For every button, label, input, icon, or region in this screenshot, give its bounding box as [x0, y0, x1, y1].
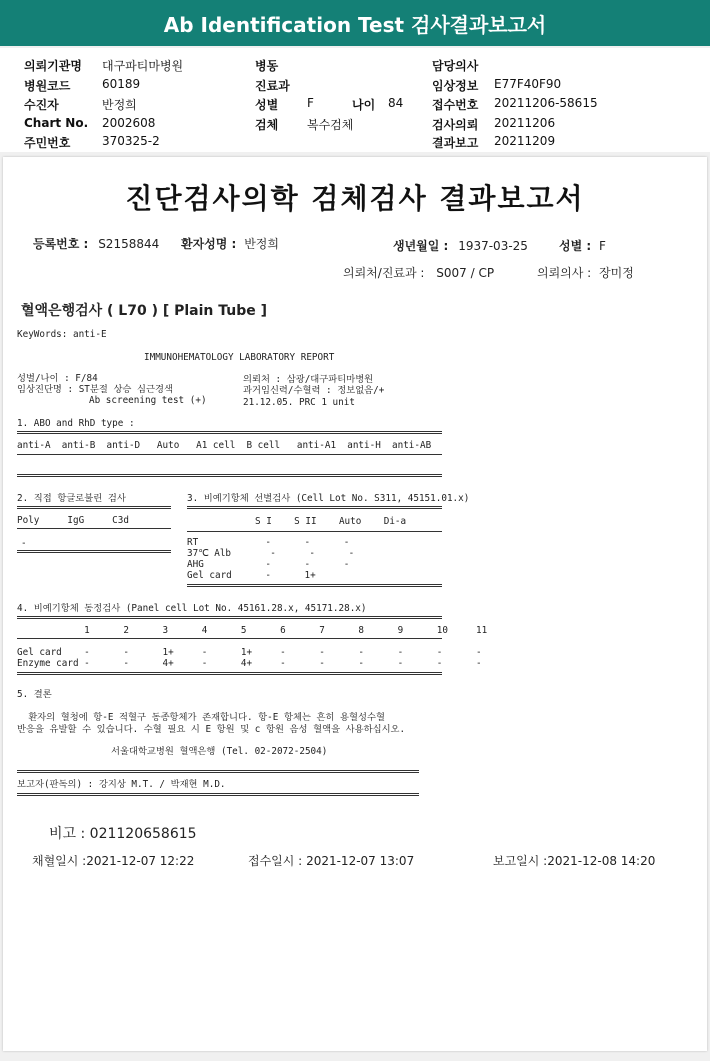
sex-age: 성별/나이 : F/84 [17, 373, 98, 384]
reg-no [33, 235, 159, 252]
note-label: 비고 : [49, 826, 86, 842]
section-title: 혈액은행검사 ( L70 ) [ Plain Tube ] [21, 303, 268, 319]
dob [393, 237, 528, 254]
patient-name [181, 235, 279, 252]
banner-title: Ab Identification Test 검사결과보고서 [0, 0, 710, 46]
s1-header: anti-A anti-B anti-D Auto A1 cell B cell anti-A1 anti-H anti-AB [17, 440, 432, 451]
s4-rule-top [17, 616, 442, 619]
test-req-label: 검사의뢰 [432, 118, 479, 132]
collect-time [32, 852, 194, 869]
s1-title: 1. ABO and RhD type : [17, 418, 135, 429]
report-doc [537, 264, 634, 281]
s3-rule-bottom [187, 584, 442, 587]
note [49, 823, 197, 843]
s1-rule-mid [17, 454, 442, 455]
s2-rule-bottom [17, 550, 171, 553]
ref-3: 21.12.05. PRC 1 unit [243, 397, 355, 408]
report-value: 2021-12-08 14:20 [547, 854, 656, 868]
receipt-value: 2021-12-07 13:07 [306, 854, 415, 868]
report-sex-value: F [599, 239, 606, 253]
dept-label: 진료과 [255, 79, 290, 93]
hospital-line: 서울대학교병원 혈액은행 (Tel. 02-2072-2504) [111, 746, 328, 757]
s4-row-gel: Gel card - - 1+ - 1+ - - - - - - [17, 647, 482, 658]
s3-row-alb: 37℃ Alb - - - [187, 548, 355, 559]
receipt-label: 접수일시 : [248, 854, 303, 868]
report-label: 보고일시 : [493, 854, 548, 868]
pname-label: 환자성명 : [181, 237, 237, 251]
s3-rule-top [187, 506, 442, 509]
report-dept-label: 의뢰처/진료과 : [343, 266, 425, 280]
keywords: KeyWords: anti-E [17, 329, 107, 340]
doctor-label: 담당의사 [432, 59, 479, 73]
reg-value: S2158844 [98, 237, 160, 251]
s2-rule-top [17, 506, 171, 509]
s1-rule-top [17, 431, 442, 434]
lab-title: IMMUNOHEMATOLOGY LABORATORY REPORT [144, 352, 335, 363]
dob-value: 1937-03-25 [458, 239, 528, 253]
pname-value: 반정희 [244, 237, 279, 251]
reporter: 보고자(판독의) : 강지상 M.T. / 박재현 M.D. [17, 779, 226, 790]
specimen-label: 검체 [255, 118, 279, 132]
age-value: 84 [388, 96, 404, 110]
s5-title: 5. 결론 [17, 689, 52, 700]
chart-value: 2002608 [102, 116, 156, 130]
reg-label: 등록번호 : [33, 237, 89, 251]
s2-title: 2. 직접 항글로불린 검사 [17, 493, 126, 504]
hospital-value: 대구파티마병원 [102, 59, 184, 73]
report-doc-value: 장미정 [599, 266, 634, 280]
s4-rule-mid [17, 638, 442, 639]
s5-text-1: 환자의 혈청에 항-E 적혈구 동종항체가 존재합니다. 항-E 항체는 흔히 용혈성수혈 [17, 712, 385, 723]
test-req-value: 20211206 [494, 116, 556, 130]
receipt-no-label: 접수번호 [432, 98, 479, 112]
clinical-value: E77F40F90 [494, 77, 562, 91]
report-dept [343, 264, 494, 281]
s3-row-gel: Gel card - 1+ [187, 570, 316, 581]
ref-1: 의뢰처 : 삼광/대구파티마병원 [243, 374, 374, 385]
report-sex-label: 성별 : [559, 239, 592, 253]
s1-rule-bottom [17, 474, 442, 477]
s4-row-enzyme: Enzyme card - - 4+ - 4+ - - - - - - [17, 658, 482, 669]
age-label: 나이 [352, 98, 376, 112]
hospital-label: 의뢰기관명 [24, 59, 82, 73]
recipient-label: 수진자 [24, 98, 59, 112]
report-sex [559, 237, 606, 254]
s5-rule [17, 770, 419, 773]
diagnosis-2: Ab screening test (+) [89, 395, 207, 406]
report-dept-value: S007 / CP [436, 266, 495, 280]
header-info [0, 48, 710, 152]
s3-rule-mid [187, 531, 442, 532]
s4-header: 1 2 3 4 5 6 7 8 9 10 11 [17, 625, 488, 636]
s3-title: 3. 비예기항체 선별검사 (Cell Lot No. S311, 45151.01.x) [187, 493, 470, 504]
ward-label: 병동 [255, 59, 279, 73]
recipient-value: 반정희 [102, 98, 137, 112]
report-time [493, 852, 655, 869]
sex-label: 성별 [255, 98, 279, 112]
diagnosis: 임상진단명 : ST분절 상승 심근경색 [17, 384, 173, 395]
report-title: 진단검사의학 검체검사 결과보고서 [125, 182, 585, 215]
s5-text-2: 반응을 유발할 수 있습니다. 수혈 필요 시 E 항원 및 c 항원 음성 혈액을 사용하십시오. [17, 724, 406, 735]
note-value: 021120658615 [89, 826, 197, 842]
receipt-no-value: 20211206-58615 [494, 96, 598, 110]
receipt-time [248, 852, 414, 869]
s3-header: S I S II Auto Di-a [255, 516, 407, 527]
specimen-value: 복수검체 [307, 118, 354, 132]
s4-rule-bottom [17, 672, 442, 675]
code-label: 병원코드 [24, 79, 71, 93]
s3-row-ahg: AHG - - - [187, 559, 350, 570]
clinical-label: 임상정보 [432, 79, 479, 93]
chart-label: Chart No. [24, 116, 89, 130]
s4-title: 4. 비예기항체 동정검사 (Panel cell Lot No. 45161.28.x, 45171.28.x) [17, 603, 367, 614]
s2-rule-mid [17, 528, 171, 529]
ref-2: 과거임신력/수혈력 : 정보없음/+ [243, 385, 385, 396]
sex-value: F [307, 96, 314, 110]
report-doc-label: 의뢰의사 : [537, 266, 592, 280]
s2-value: - [21, 538, 27, 549]
s2-header: Poly IgG C3d [17, 515, 129, 526]
code-value: 60189 [102, 77, 141, 91]
collect-label: 채혈일시 : [32, 854, 87, 868]
collect-value: 2021-12-07 12:22 [86, 854, 195, 868]
report-paper [3, 157, 707, 1051]
ssn-value: 370325-2 [102, 134, 160, 148]
reporter-rule [17, 793, 419, 796]
result-label: 결과보고 [432, 136, 479, 150]
ssn-label: 주민번호 [24, 136, 71, 150]
dob-label: 생년월일 : [393, 239, 449, 253]
s3-row-rt: RT - - - [187, 537, 350, 548]
result-value: 20211209 [494, 134, 556, 148]
